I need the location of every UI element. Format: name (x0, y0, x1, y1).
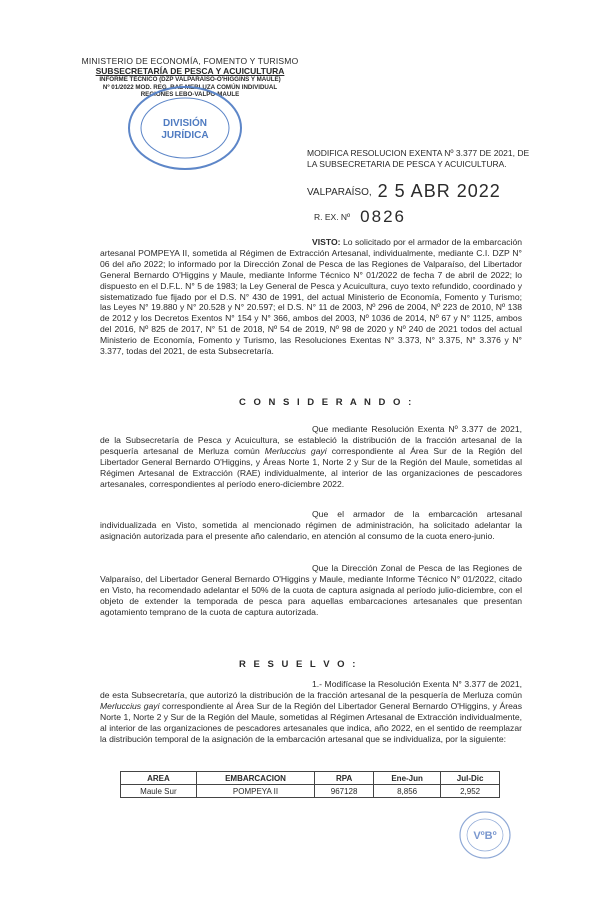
division-juridica-seal (126, 84, 244, 172)
resuelvo-heading: R E S U E L V O : (239, 659, 358, 670)
date-line (307, 181, 501, 202)
table-header-cell: AREA (121, 772, 197, 785)
resuelvo-p1-a: 1.- Modifícase la Resolución Exenta N° 3.377 de 2021, de esta Subsecretaría, que autorizó la distribución de la fracción artesanal de la pesquería de Merluza común (100, 679, 522, 700)
header-line-3: REGIONES LEBO-VALPO-MAULE (140, 91, 240, 98)
table-header-cell: Ene-Jun (374, 772, 441, 785)
considerando-paragraph-2 (100, 509, 522, 542)
considerando-paragraph-3 (100, 563, 522, 618)
resuelvo-p1-b: correspondiente al Área Sur de la Región del Libertador General Bernardo O'Higgins, y Áreas Norte 1, Norte 2 y Sur de la Región del Maule, sometidas al Régimen Artesanal de Extracción individualmente, al interior de las organizaciones de pescadores artesanales que indica, año 2022, en el sentido de reemplazar la distribución temporal de la asignación de la embarcación artesanal que se individualiza, por la siguiente: (100, 700, 522, 744)
table-cell: 2,952 (441, 785, 500, 798)
table-cell: 967128 (315, 785, 374, 798)
table-header-cell: RPA (315, 772, 374, 785)
visto-text: Lo solicitado por el armador de la embarcación artesanal POMPEYA II, sometida al Régimen de Extracción Artesanal, individualmente, mediante C.I. DZP N° 06 del año 2022; lo informado por la Dirección Zonal de Pesca de las Regiones de Valparaíso, del Libertador General Bernardo O'Higgins y Maule, mediante Informe Técnico N° 01/2022 de fecha 7 de abril de 2022; lo dispuesto en el D.F.L. N° 5 de 1983; la Ley General de Pesca y Acuicultura, cuyo texto refundido, coordinado y sistematizado fue fijado por el D.S. N° 430 de 1991, del actual Ministerio de Economía, Fomento y Turismo; las Leyes N° 19.880 y N° 20.528 y N° 20.597; el D.S. N° 11 de 2003, Nº 296 de 2004, Nº 223 de 2010, Nº 138 de 2012 y los Decretos Exentos N° 154 y N° 366, ambos del 2003, Nº 1036 de 2014, Nº 67 y N° 1125, ambos del 2016, Nº 825 de 2017, N° 51 de 2018, Nº 54 de 2019, Nº 98 de 2020 y Nº 240 de 2021 todos del actual Ministerio de Economía, Fomento y Turismo, las Resoluciones Exentas N° 3.373, N° 3.375, N° 3.376 y N° 3.377, todas del 2021, de esta Subsecretaría. (100, 237, 523, 357)
considerando-heading: C O N S I D E R A N D O : (239, 397, 414, 408)
header-line-2: Nº 01/2022 MOD. REG. RAE MERLUZA COMÚN INDIVIDUAL (102, 83, 278, 91)
table-header-cell: EMBARCACION (196, 772, 314, 785)
visto-label: VISTO: (312, 237, 341, 247)
resolution-reference: MODIFICA RESOLUCION EXENTA Nº 3.377 DE 2021, DE LA SUBSECRETARIA DE PESCA Y ACUICULTURA. (307, 148, 530, 169)
approval-stamp-text: VºBº (473, 830, 497, 842)
considerando-p3-text: Que la Dirección Zonal de Pesca de las Regiones de Valparaíso, del Libertador General Bernardo O'Higgins y Maule, mediante Informe Técnico N° 01/2022, citado en Visto, ha recomendado adelantar el 50% de la cuota de captura asignada al período julio-diciembre, con el objeto de extender la temporada de pesca para aquellas embarcaciones artesanales que presentan agotamiento temprano de la cuota de captura autorizada. (100, 563, 522, 617)
considerando-paragraph-1 (100, 424, 522, 489)
resuelvo-paragraph-1 (100, 679, 522, 744)
rex-label: R. EX. Nº (314, 212, 351, 222)
rex-number: 0826 (360, 207, 406, 226)
resolution-number-line (314, 207, 406, 227)
date-value: 2 5 ABR 2022 (377, 181, 501, 201)
table-cell: 8,856 (374, 785, 441, 798)
ministry-name: MINISTERIO DE ECONOMÍA, FOMENTO Y TURISMO (81, 56, 299, 66)
assignment-table (120, 771, 500, 798)
table-header-row (121, 772, 500, 785)
approval-stamp (457, 809, 513, 861)
seal-juridica-text: JURÍDICA (161, 130, 209, 141)
considerando-p1-b: correspondiente al Área Sur de la Región del Libertador General Bernardo O'Higgins, y Áreas Norte 1, Norte 2 y Sur de la Región del Maule, sometidas al Régimen Artesanal de Extracción (RAE) individualmente, al interior de las organizaciones de pescadores artesanales, correspondientes al período enero-diciembre 2022. (100, 445, 522, 489)
subsecretaria-name: SUBSECRETARÍA DE PESCA Y ACUICULTURA (95, 65, 285, 76)
visto-paragraph (100, 237, 522, 357)
considerando-p1-species: Merluccius gayi (264, 445, 327, 456)
considerando-p1-a: Que mediante Resolución Exenta Nº 3.377 de 2021, de la Subsecretaría de Pesca y Acuicultura, se estableció la distribución de la fracción artesanal de la pesquería artesanal de Merluza común (100, 424, 522, 456)
table-header-cell: Jul-Dic (441, 772, 500, 785)
table-cell: Maule Sur (121, 785, 197, 798)
date-city: VALPARAÍSO, (307, 187, 372, 198)
table-row (121, 785, 500, 798)
table-cell: POMPEYA II (196, 785, 314, 798)
seal-division-text: DIVISIÓN (163, 118, 207, 129)
resuelvo-p1-species: Merluccius gayi (100, 700, 160, 711)
considerando-p2-text: Que el armador de la embarcación artesanal individualizada en Visto, sometida al mencionado régimen de administración, ha solicitado adelantar la asignación autorizada para el presente año calendario, en atención al consumo de la cuota enero-junio. (100, 509, 522, 541)
header-line-1: INFORME TÉCNICO (DZP VALPARAÍSO-O'HIGGINS Y MAULE) (99, 76, 281, 83)
